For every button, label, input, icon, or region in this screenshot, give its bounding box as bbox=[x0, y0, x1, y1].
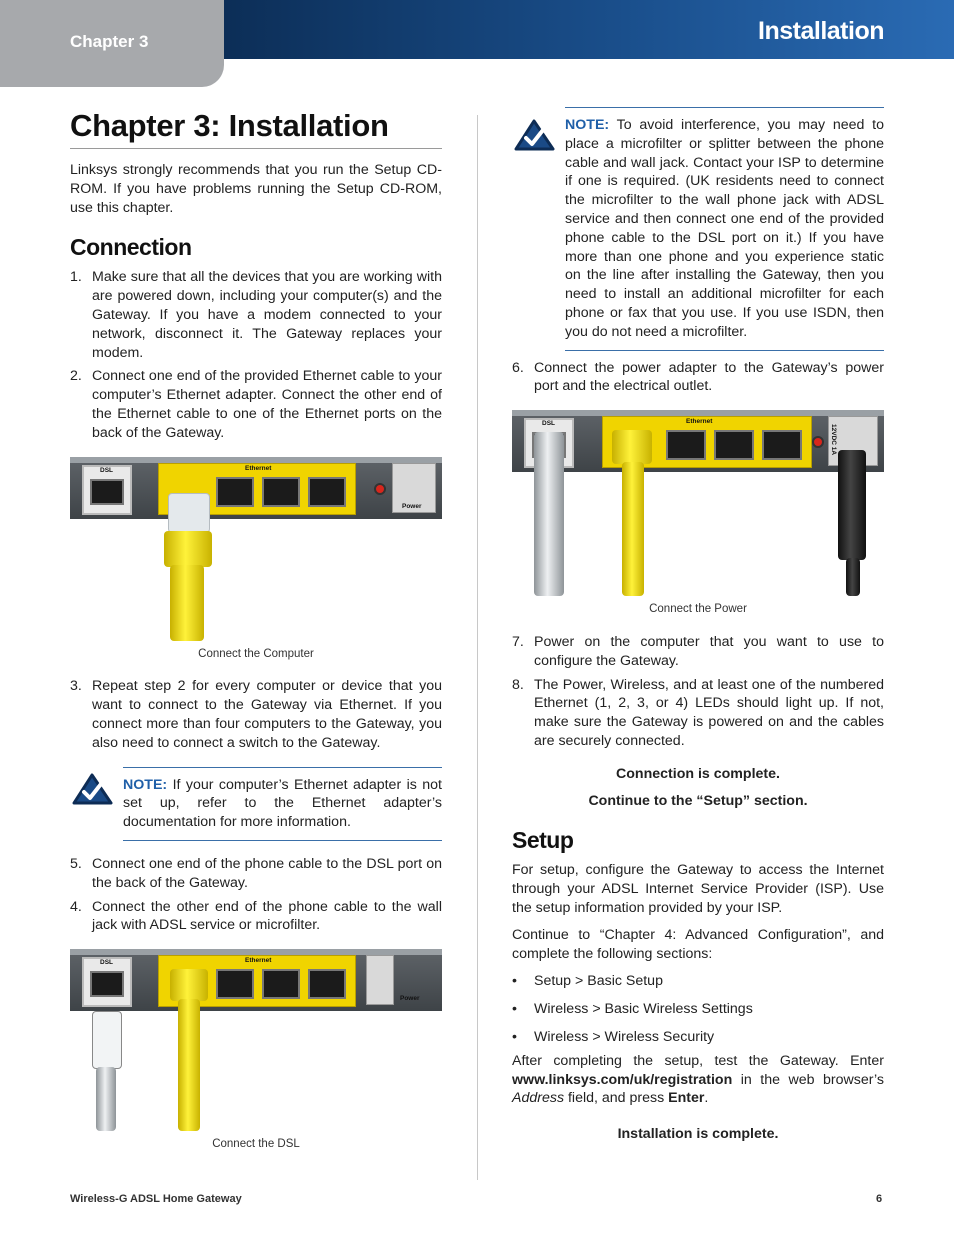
ethernet-port bbox=[262, 969, 300, 999]
list-item: 5. Connect one end of the phone cable to the DSL port on the back of the Gateway. bbox=[70, 855, 442, 891]
ethernet-port bbox=[666, 430, 706, 460]
after-setup-paragraph: After completing the setup, test the Gateway. Enter www.linksys.com/uk/registration in the web browser’s Address field, and press Enter. bbox=[512, 1052, 884, 1107]
connection-heading: Connection bbox=[70, 234, 192, 261]
ethernet-cable bbox=[170, 565, 204, 641]
page-number: 6 bbox=[876, 1193, 883, 1205]
note-label: NOTE: bbox=[123, 776, 168, 793]
note-text: If your computer’s Ethernet adapter is not set up, refer to the Ethernet adapter’s documentation for more information. bbox=[123, 776, 442, 831]
power-cable bbox=[846, 558, 860, 596]
ethernet-port bbox=[262, 477, 300, 507]
setup-paragraph: For setup, configure the Gateway to access the Internet through your ADSL Internet Service Provider (ISP). Use the setup information provided by your ISP. bbox=[512, 862, 884, 916]
registration-url: www.linksys.com/uk/registration bbox=[512, 1071, 733, 1088]
note-text: To avoid interference, you may need to place a microfilter or splitter between the phone cable and wall jack. Contact your ISP to determine if one is required. (UK residents need to connect the microfilter to the wall phone jack with ADSL service and then connect one end of the provided phone cable to the DSL port on it.) If you have more than one phone and you experience static on the line after installing the Gateway, then you need to install an additional microfilter for each phone or fax that you use. If you use ISDN, then you do not need a microfilter. bbox=[565, 117, 884, 340]
setup-paragraph: Continue to “Chapter 4: Advanced Configuration”, and complete the following sections: bbox=[512, 926, 884, 962]
ethernet-plug bbox=[612, 430, 652, 464]
address-field-ref: Address bbox=[512, 1090, 565, 1107]
checkmark-icon bbox=[512, 119, 557, 153]
rj11-plug bbox=[92, 1011, 122, 1069]
column-divider bbox=[477, 115, 478, 1180]
steps-list bbox=[70, 855, 442, 935]
left-column bbox=[70, 100, 442, 1154]
ethernet-cable bbox=[622, 462, 644, 596]
ethernet-port bbox=[762, 430, 802, 460]
ethernet-port bbox=[308, 477, 346, 507]
right-column bbox=[512, 100, 884, 1144]
connect-power-photo: DSL Ethernet 12VDC 1A bbox=[512, 410, 884, 596]
note-box bbox=[512, 107, 884, 351]
list-item: 4. Connect the other end of the phone cable to the wall jack with ADSL service or microfilter. bbox=[70, 898, 442, 934]
note-box bbox=[70, 767, 442, 841]
steps-list bbox=[512, 359, 884, 397]
phone-cable bbox=[96, 1067, 116, 1131]
continue-setup: Continue to the “Setup” section. bbox=[588, 792, 808, 809]
list-item: 1. Make sure that all the devices that you are working with are powered down, including your computer(s) and the Gateway. If you have a modem connected to your network, disconnect it. The Gateway replaces your modem. bbox=[70, 269, 442, 361]
photo-caption: Connect the Power bbox=[649, 603, 747, 616]
section-title: Installation bbox=[758, 17, 884, 45]
phone-cable bbox=[534, 432, 564, 596]
list-item: 2. Connect one end of the provided Ethernet cable to your computer’s Ethernet adapter. Connect the other end of the Ethernet cable to one of the Ethernet ports on the back of the Gateway. bbox=[70, 368, 442, 441]
connection-complete: Connection is complete. bbox=[616, 765, 780, 782]
enter-key-ref: Enter bbox=[668, 1090, 705, 1107]
ethernet-plug bbox=[170, 969, 208, 1001]
ethernet-port bbox=[216, 969, 254, 999]
power-port-panel bbox=[366, 955, 394, 1005]
note-label: NOTE: bbox=[565, 117, 610, 133]
connect-computer-photo: DSL Ethernet Power bbox=[70, 457, 442, 641]
ethernet-cable-boot bbox=[164, 531, 212, 567]
list-item: 6. Connect the power adapter to the Gateway’s power port and the electrical outlet. bbox=[512, 359, 884, 395]
photo-caption: Connect the Computer bbox=[198, 647, 314, 660]
power-plug bbox=[838, 450, 866, 560]
ethernet-port bbox=[216, 477, 254, 507]
installation-complete: Installation is complete. bbox=[617, 1126, 779, 1143]
sections-list bbox=[512, 972, 884, 1046]
connect-dsl-photo: DSL Ethernet Power bbox=[70, 949, 442, 1131]
dsl-port bbox=[90, 479, 124, 505]
intro-paragraph: Linksys strongly recommends that you run the Setup CD-ROM. If you have problems running the Setup CD-ROM, use this chapter. bbox=[70, 162, 442, 216]
steps-list bbox=[512, 633, 884, 751]
reset-button bbox=[374, 483, 386, 495]
checkmark-icon bbox=[70, 773, 115, 807]
section-banner bbox=[224, 0, 954, 59]
ethernet-port bbox=[714, 430, 754, 460]
list-item: • Wireless > Basic Wireless Settings bbox=[512, 1001, 753, 1018]
page-title: Chapter 3: Installation bbox=[70, 108, 442, 149]
rj45-plug bbox=[168, 493, 210, 533]
dsl-port bbox=[90, 971, 124, 997]
list-item: 8. The Power, Wireless, and at least one of the numbered Ethernet (1, 2, 3, or 4) LEDs should light up. If not, make sure the Gateway is powered on and the cables are securely connected. bbox=[512, 676, 884, 749]
list-item: 7. Power on the computer that you want to use to configure the Gateway. bbox=[512, 633, 884, 669]
ethernet-cable bbox=[178, 999, 200, 1131]
setup-heading: Setup bbox=[512, 827, 574, 854]
steps-list bbox=[70, 268, 442, 442]
chapter-label: Chapter 3 bbox=[70, 32, 149, 51]
chapter-tab bbox=[0, 0, 224, 87]
list-item: • Setup > Basic Setup bbox=[512, 973, 663, 990]
list-item: • Wireless > Wireless Security bbox=[512, 1028, 715, 1045]
list-item: 3. Repeat step 2 for every computer or device that you want to connect to the Gateway via Ethernet. If you connect more than four computers to the Gateway, you also need to connect a switch to the Gateway. bbox=[70, 678, 442, 751]
ethernet-port bbox=[308, 969, 346, 999]
steps-list bbox=[70, 677, 442, 752]
footer-product: Wireless-G ADSL Home Gateway bbox=[70, 1193, 242, 1205]
photo-caption: Connect the DSL bbox=[212, 1138, 300, 1151]
